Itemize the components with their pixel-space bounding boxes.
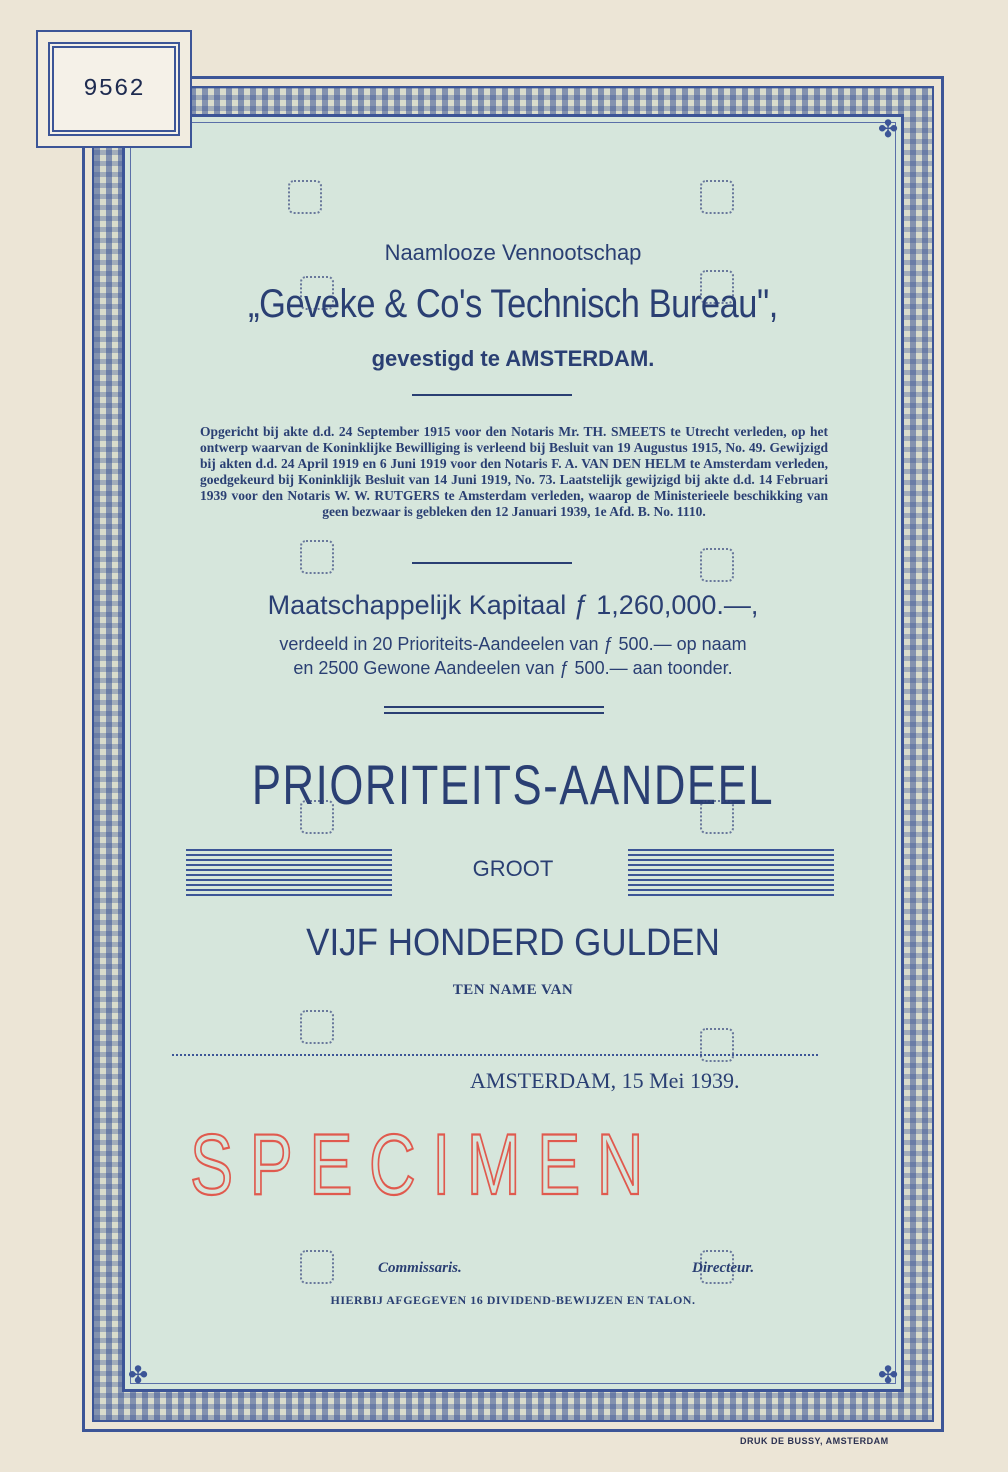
capital-division-line-2: en 2500 Gewone Aandeelen van ƒ 500.— aan toonder. — [293, 658, 733, 678]
perforation-mark — [300, 800, 334, 834]
printer-credit: DRUK DE BUSSY, AMSTERDAM — [740, 1436, 889, 1446]
divider — [384, 712, 604, 714]
place-date: AMSTERDAM, 15 Mei 1939. — [470, 1068, 740, 1093]
corner-ornament-icon: ✤ — [127, 1363, 149, 1389]
corner-ornament-icon: ✤ — [877, 117, 899, 143]
company-type: Naamlooze Vennootschap — [384, 240, 642, 265]
specimen-text: SPECIMEN — [190, 1117, 660, 1213]
capital-division — [122, 632, 904, 680]
company-seat: gevestigd te AMSTERDAM. — [371, 346, 655, 371]
dividend-note: HIERBIJ AFGEGEVEN 16 DIVIDEND-BEWIJZEN EN TALON. — [330, 1293, 696, 1307]
perforation-mark — [700, 270, 734, 304]
corner-ornament-icon: ✤ — [877, 1363, 899, 1389]
perforation-mark — [300, 276, 334, 310]
share-amount: VIJF HONDERD GULDEN — [306, 922, 720, 964]
groot-label: GROOT — [472, 856, 554, 881]
number-stamp — [36, 30, 192, 148]
perforation-mark — [288, 180, 322, 214]
perforation-mark — [700, 1028, 734, 1062]
specimen-stamp — [185, 1117, 665, 1213]
perforation-mark — [700, 800, 734, 834]
capital-division-line-1: verdeeld in 20 Prioriteits-Aandeelen van ƒ 500.— op naam — [279, 634, 747, 654]
commissaris-signature-label: Commissaris. — [378, 1260, 462, 1276]
certificate-number: 9562 — [83, 75, 145, 103]
divider — [384, 706, 604, 708]
perforation-mark — [300, 1250, 334, 1284]
perforation-mark — [300, 1010, 334, 1044]
divider — [412, 394, 572, 396]
company-name: „Geveke & Co's Technisch Bureau", — [248, 282, 778, 326]
hatched-panel — [628, 846, 834, 896]
perforation-mark — [700, 1250, 734, 1284]
incorporation-text: Opgericht bij akte d.d. 24 September 1915 voor den Notaris Mr. TH. SMEETS te Utrecht verleden, op het ontwerp waarvan de Koninklijke Bewilliging is verleend bij Besluit van 19 Augustus 1915, No. 49. Gewijzigd bij akten d.d. 24 April 1919 en 6 Juni 1919 voor den Notaris F. A. VAN DEN HELM te Amsterdam verleden, goedgekeurd bij Koninklijk Besluit van 14 Juni 1919, No. 73. Laatstelijk gewijzigd bij akte d.d. 14 Februari 1939 voor den Notaris W. W. RUTGERS te Amsterdam verleden, waarop de Ministerieele beschikking van geen bezwaar is gebleken den 12 Januari 1939, 1e Afd. B. No. 1110. — [200, 424, 828, 519]
directeur-signature-label: Directeur. — [692, 1260, 755, 1276]
perforation-mark — [700, 548, 734, 582]
share-title: PRIORITEITS-AANDEEL — [251, 753, 775, 816]
perforation-mark — [700, 180, 734, 214]
registered-name-label: TEN NAME VAN — [452, 982, 574, 998]
perforation-mark — [300, 540, 334, 574]
share-capital: Maatschappelijk Kapitaal ƒ 1,260,000.—, — [267, 590, 759, 620]
divider — [412, 562, 572, 564]
